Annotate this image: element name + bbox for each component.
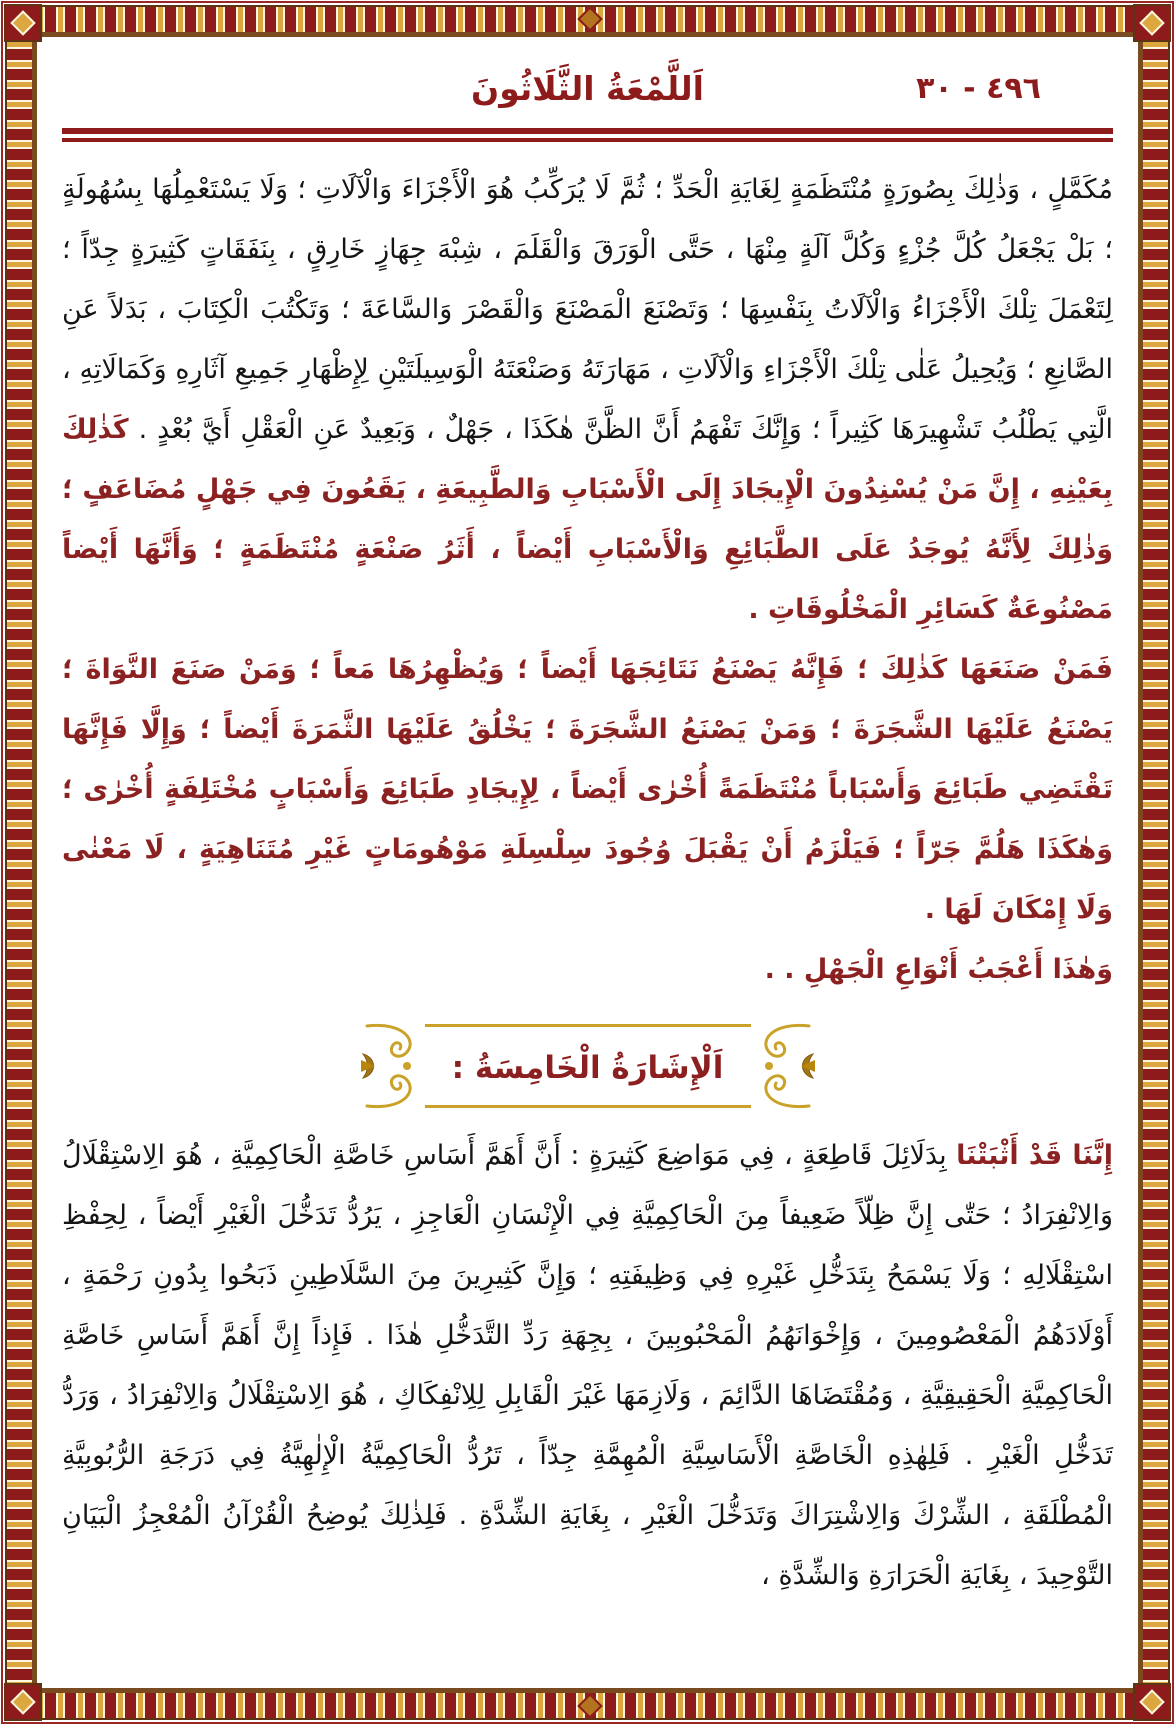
paragraph-4-black-text: بِدَلَائِلَ قَاطِعَةٍ ، فِي مَوَاضِعَ كَثِيرَةٍ : أَنَّ أَهَمَّ أَسَاسِ خَاصَّةِ الْحَاكِمِيَّةِ ، هُوَ الِاسْتِقْلَالُ وَالِانْفِرَادُ ؛ حَتّٰى إِنَّ ظِلّاً ضَعِيفاً مِنَ الْحَاكِمِيَّةِ فِي الْإِنْسَانِ الْعَاجِزِ ، يَرُدُّ تَدَخُّلَ الْغَيْرِ أَيْضاً ، لِحِفْظِ اسْتِقْلَالِهِ ؛ وَلَا يَسْمَحُ بِتَدَخُّلِ غَيْرِهِ فِي وَظِيفَتِهِ ؛ وَإِنَّ كَثِيرِينَ مِنَ السَّلَاطِينِ ذَبَحُوا بِدُونِ رَحْمَةٍ ، أَوْلَادَهُمُ الْمَعْصُومِينَ ، وَإِخْوَانَهُمُ الْمَحْبُوبِينَ ، بِجِهَةِ رَدِّ التَّدَخُّلِ هٰذَا . فَإِذاً إِنَّ أَهَمَّ أَسَاسِ خَاصَّةِ الْحَاكِمِيَّةِ الْحَقِيقِيَّةِ ، وَمُقْتَضَاهَا الدَّائِمَ ، وَلَازِمَهَا غَيْرَ الْقَابِلِ لِلِانْفِكَاكِ ، هُوَ الِاسْتِقْلَالُ وَالِانْفِرَادُ ، وَرَدُّ تَدَخُّلِ الْغَيْرِ . فَلِهٰذِهِ الْخَاصَّةِ الْأَسَاسِيَّةِ الْمُهِمَّةِ جِدّاً ، تَرُدُّ الْحَاكِمِيَّةُ الْإِلٰهِيَّةُ فِي دَرَجَةِ الرُّبُوبِيَّةِ الْمُطْلَقَةِ ، الشِّرْكَ وَالِاشْتِرَاكَ وَتَدَخُّلَ الْغَيْرِ ، بِغَايَةِ الشِّدَّةِ . فَلِذٰلِكَ يُوضِحُ الْقُرْآنُ الْمُعْجِزُ الْبَيَانِ التَّوْحِيدَ ، بِغَايَةِ الْحَرَارَةِ وَالشِّدَّةِ ، [62, 1140, 1113, 1591]
ornament-top-rule [425, 1024, 751, 1027]
paragraph-1-black-text: مُكَمَّلٍ ، وَذٰلِكَ بِصُورَةٍ مُنْتَظَمَةٍ لِغَايَةِ الْحَدِّ ؛ ثُمَّ لَا يُرَكِّبُ هُوَ الْأَجْزَاءَ وَالْآلَاتِ ؛ وَلَا يَسْتَعْمِلُهَا بِسُهُولَةٍ ؛ بَلْ يَجْعَلُ كُلَّ جُزْءٍ وَكُلَّ آلَةٍ مِنْهَا ، حَتَّى الْوَرَقَ وَالْقَلَمَ ، شِبْهَ جِهَازٍ خَارِقٍ ، بِنَفَقَاتٍ كَثِيرَةٍ جِدّاً ؛ لِتَعْمَلَ تِلْكَ الْأَجْزَاءُ وَالْآلَاتُ بِنَفْسِهَا ؛ وَتَصْنَعَ الْمَصْنَعَ وَالْقَصْرَ وَالسَّاعَةَ ؛ وَتَكْتُبَ الْكِتَابَ ، بَدَلاً عَنِ الصَّانِعِ ؛ وَيُحِيلُ عَلٰى تِلْكَ الْأَجْزَاءِ وَالْآلَاتِ ، مَهَارَتَهُ وَصَنْعَتَهُ الْوَسِيلَتَيْنِ لِإِظْهَارِ جَمِيعِ آثَارِهِ وَكَمَالَاتِهِ ، الَّتِي يَطْلُبُ تَشْهِيرَهَا كَثِيراً ؛ وَإِنَّكَ تَفْهَمُ أَنَّ الظَّنَّ هٰكَذَا ، جَهْلٌ ، وَبَعِيدٌ عَنِ الْعَقْلِ أَيَّ بُعْدٍ . [62, 174, 1113, 445]
paragraph-1-red-text: كَذٰلِكَ بِعَيْنِهِ ، إِنَّ مَنْ يُسْنِدُونَ الْإِيجَادَ إِلَى الْأَسْبَابِ وَالطَّبِيعَةِ ، يَقَعُونَ فِي جَهْلٍ مُضَاعَفٍ ؛ وَذٰلِكَ لِأَنَّهُ يُوجَدُ عَلَى الطَّبَائِعِ وَالْأَسْبَابِ أَيْضاً ، أَثَرُ صَنْعَةٍ مُنْتَظَمَةٍ ؛ وَأَنَّهَا أَيْضاً مَصْنُوعَةٌ كَسَائِرِ الْمَخْلُوقَاتِ . [62, 414, 1113, 625]
body-text [62, 160, 1113, 1606]
border-corner-ornament [4, 4, 42, 42]
page-content [62, 56, 1113, 1683]
border-corner-ornament [1133, 4, 1171, 42]
paragraph-4-red-lead: إِنَّنَا قَدْ أَثْبَتْنَا [956, 1140, 1113, 1171]
section-title-ornament [373, 1014, 803, 1118]
page-number: ٤٩٦ - ٣٠ [916, 71, 1041, 106]
border-corner-ornament [4, 1683, 42, 1721]
page-header [62, 56, 1113, 122]
paragraph-3: وَهٰذَا أَعْجَبُ أَنْوَاعِ الْجَهْلِ . . [764, 954, 1113, 985]
page-title: اَللَّمْعَةُ الثَّلَاثُونَ [471, 69, 704, 108]
ornament-bottom-rule [425, 1105, 751, 1108]
paragraph-1 [62, 160, 1113, 640]
section-title: اَلْإِشَارَةُ الْخَامِسَةُ : [451, 1050, 724, 1086]
scroll-flourish-icon [359, 1014, 437, 1118]
border-band-right [1138, 5, 1170, 1720]
scroll-flourish-icon [739, 1014, 817, 1118]
paragraph-4 [62, 1126, 1113, 1606]
border-corner-ornament [1133, 1683, 1171, 1721]
header-divider-rule [62, 128, 1113, 142]
paragraph-2: فَمَنْ صَنَعَهَا كَذٰلِكَ ؛ فَإِنَّهُ يَصْنَعُ نَتَائِجَهَا أَيْضاً ؛ وَيُظْهِرُهَا مَعاً ؛ وَمَنْ صَنَعَ النَّوَاةَ ؛ يَصْنَعُ عَلَيْهَا الشَّجَرَةَ ؛ وَمَنْ يَصْنَعُ الشَّجَرَةَ ؛ يَخْلُقُ عَلَيْهَا الثَّمَرَةَ أَيْضاً ؛ وَإِلَّا فَإِنَّهَا تَقْتَضِي طَبَائِعَ وَأَسْبَاباً مُنْتَظَمَةً أُخْرٰى أَيْضاً ، لِإِيجَادِ طَبَائِعَ وَأَسْبَابٍ مُخْتَلِفَةٍ أُخْرٰى ؛ وَهٰكَذَا هَلُمَّ جَرّاً ؛ فَيَلْزَمُ أَنْ يَقْبَلَ وُجُودَ سِلْسِلَةِ مَوْهُومَاتٍ غَيْرِ مُتَنَاهِيَةٍ ، لَا مَعْنٰى وَلَا إِمْكَانَ لَهَا . [62, 654, 1113, 925]
border-band-left [5, 5, 37, 1720]
